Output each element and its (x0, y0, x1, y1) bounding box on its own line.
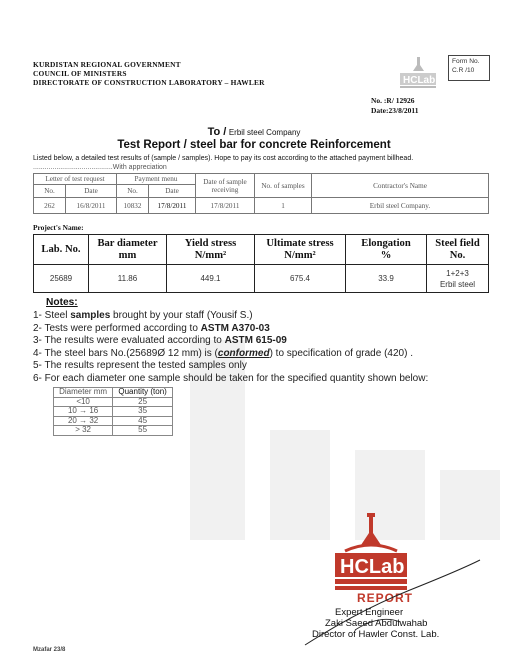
header-elongation-unit: % (380, 249, 392, 261)
cell-diameter: > 32 (54, 426, 113, 436)
header-date-2: Date (149, 185, 196, 198)
header-yield-stress (167, 235, 255, 265)
table-row (34, 265, 489, 293)
addressee (0, 126, 508, 138)
note-text: brought by your staff (Yousif S.) (110, 310, 253, 321)
note-item: 6- For each diameter one sample should be taken for the specified quantity shown below: (33, 372, 429, 384)
header-payment-menu: Payment menu (117, 174, 196, 185)
note-item (33, 310, 428, 323)
addressee-name: Erbil steel Company (228, 128, 301, 137)
table-row (34, 198, 489, 214)
header-bar-diameter (89, 235, 167, 265)
note-text: 4- The steel bars No.(25689Ø 12 mm) is ( (33, 347, 218, 359)
addressee-prefix: To / (207, 126, 227, 138)
report-title: Test Report / steel bar for concrete Reinforcement (117, 139, 391, 151)
cell-sample-count: 1 (255, 198, 312, 214)
header-no-2: No. (117, 185, 149, 198)
note-text: 1- Steel (33, 310, 71, 321)
note-text: 2- Tests were performed according to (33, 322, 201, 334)
cell-steel-field-no: 1+2+3 (446, 268, 469, 278)
notes-title: Notes: (46, 297, 78, 308)
svg-text:HCLab: HCLab (403, 75, 436, 86)
note-item (33, 323, 428, 336)
cell-payment-no: 10832 (117, 198, 149, 214)
form-value: C.R /10 (452, 66, 475, 74)
header-contractor: Contractor's Name (312, 174, 489, 198)
note-standard: ASTM 615-09 (224, 335, 287, 347)
cell-quantity: 55 (113, 426, 173, 436)
cell-payment-date: 17/8/2011 (149, 198, 196, 214)
table-row (54, 407, 173, 417)
cell-bar-diameter: 11.86 (89, 265, 167, 293)
header-yield-stress-unit: N/mm² (194, 249, 227, 261)
header-elongation-label: Elongation (361, 237, 411, 249)
cell-contractor: Erbil steel Company. (312, 198, 489, 214)
reference-block (371, 96, 419, 116)
footer-initials: Mzafar 23/8 (33, 647, 66, 653)
cell-quantity: 25 (113, 397, 173, 407)
note-item (33, 335, 428, 348)
header-date-of-sample: Date of sample receiving (196, 174, 255, 198)
cell-diameter: <10 (54, 397, 113, 407)
appreciation-line: .........................................With appreciation (33, 164, 167, 171)
header-bar-diameter-unit: mm (118, 249, 137, 261)
note-item (33, 348, 428, 361)
signature-title: Expert Engineer (335, 607, 404, 618)
cell-request-no: 262 (34, 198, 66, 214)
header-quantity: Quantity (ton) (113, 388, 173, 398)
cell-steel-field-name: Erbil steel (439, 279, 476, 289)
cell-elongation: 33.9 (346, 265, 427, 293)
header-no-1: No. (34, 185, 66, 198)
cell-diameter: 10 → 16 (54, 407, 113, 417)
reference-date: Date:23/8/2011 (371, 106, 419, 115)
note-item: 5- The results represent the tested samples only (33, 360, 247, 372)
intro-text: Listed below, a detailed test results of (sample / samples). Hope to pay its cost according to the attached payment billhead. (33, 155, 414, 162)
header-steel-field-unit: No. (449, 249, 466, 261)
header-diameter: Diameter mm (54, 388, 113, 398)
signature-name: Zaki Saeed Abdulwahab (325, 618, 428, 630)
header-bar-diameter-label: Bar diameter (97, 237, 158, 249)
cell-quantity: 45 (113, 416, 173, 426)
cell-yield-stress: 449.1 (167, 265, 255, 293)
table-row (54, 416, 173, 426)
quantity-table (53, 387, 173, 436)
cell-lab-no: 25689 (34, 265, 89, 293)
request-table (33, 173, 489, 214)
letterhead-line-government: KURDISTAN REGIONAL GOVERNMENT (33, 60, 181, 69)
letterhead-line-directorate: DIRECTORATE OF CONSTRUCTION LABORATORY – HAWLER (33, 78, 265, 88)
header-ultimate-stress-unit: N/mm² (284, 249, 316, 261)
cell-steel-field (427, 265, 489, 293)
note-text: 3- The results were evaluated according to (33, 335, 225, 347)
cell-diameter: 20 → 32 (54, 416, 113, 426)
header-letter-of-request: Letter of test request (34, 174, 117, 185)
note-emphasis: samples (70, 310, 111, 321)
header-steel-field (427, 235, 489, 265)
header-ultimate-stress-label: Ultimate stress (266, 237, 334, 249)
header-date-1: Date (66, 185, 117, 198)
note-text: ) to specification of grade (420) . (269, 347, 413, 359)
letterhead-line-council: COUNCIL OF MINISTERS (33, 69, 127, 79)
project-name-label: Project's Name: (33, 223, 84, 232)
letterhead (33, 60, 265, 88)
cell-quantity: 35 (113, 407, 173, 417)
svg-text:REPORT: REPORT (357, 591, 414, 605)
header-steel-field-label: Steel field (435, 237, 480, 249)
header-elongation (346, 235, 427, 265)
header-ultimate-stress (255, 235, 346, 265)
signature-position: Director of Hawler Const. Lab. (312, 629, 440, 641)
note-standard: ASTM A370-03 (200, 322, 270, 334)
note-conformed: conformed (217, 347, 270, 359)
reference-number: No. :R/ 12926 (371, 96, 415, 105)
signature-block (312, 607, 440, 641)
results-table (33, 234, 489, 293)
notes-list (33, 310, 428, 386)
header-no-of-samples: No. of samples (255, 174, 312, 198)
form-number-box (448, 55, 490, 81)
hclab-logo-icon (397, 55, 439, 91)
form-label: Form No. (452, 58, 480, 65)
cell-ultimate-stress: 675.4 (255, 265, 346, 293)
cell-date-received: 17/8/2011 (196, 198, 255, 214)
header-lab-no: Lab. No. (34, 235, 89, 265)
header-yield-stress-label: Yield stress (184, 237, 237, 249)
svg-text:HCLab: HCLab (340, 556, 405, 578)
cell-request-date: 16/8/2011 (66, 198, 117, 214)
table-row (54, 426, 173, 436)
